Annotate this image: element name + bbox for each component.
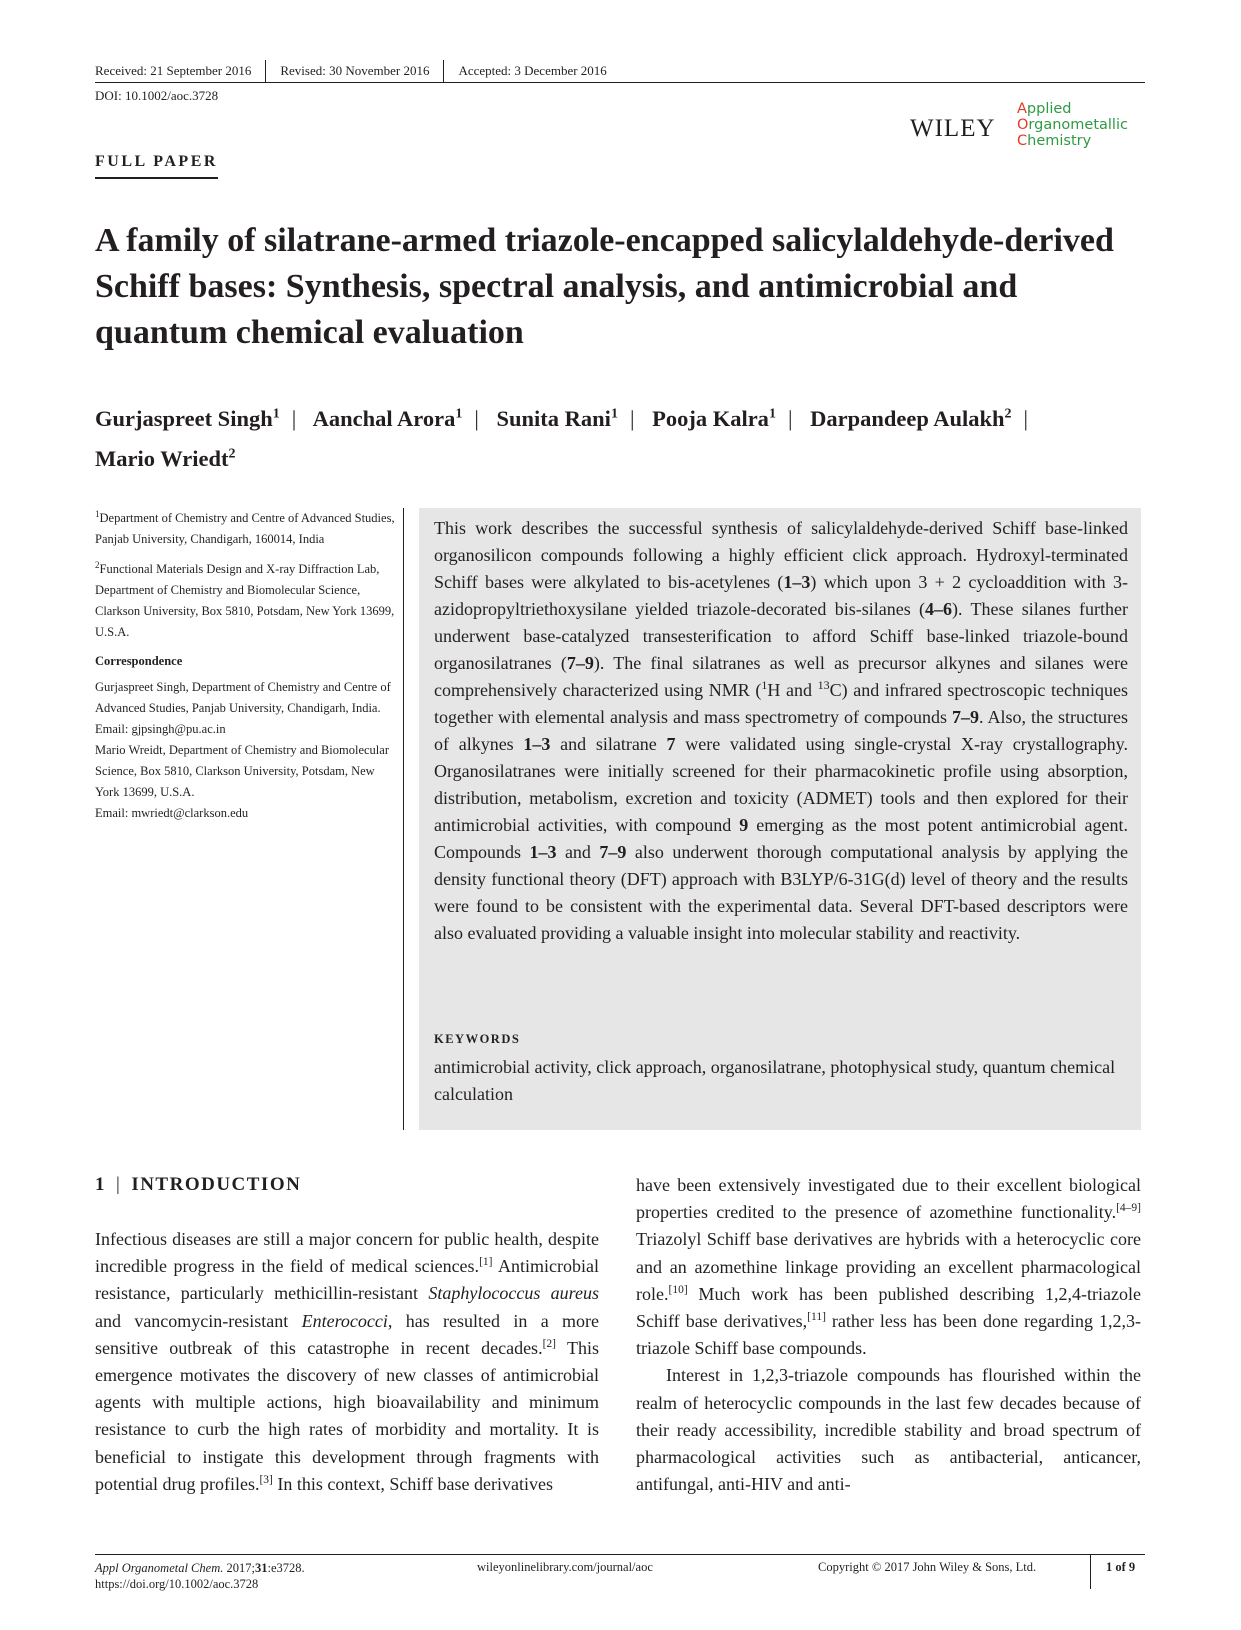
paragraph: have been extensively investigated due to their excellent biological properties credited to the presence of azomethine functionality.[4–9] Triazolyl Schiff base derivatives are hybrids with a heterocyclic core and an azomethine linkage providing an excellent pharmacological role.[10] Much work has been published describing 1,2,4-triazole Schiff base derivatives,[11] rather less has been done regarding 1,2,3-triazole Schiff base compounds. [636,1175,1141,1359]
paragraph: Interest in 1,2,3-triazole compounds has flourished within the realm of heterocyclic compounds in the last few decades because of their ready accessibility, incredible stability and broad spectrum of pharmacological activities such as antibacterial, anticancer, antifungal, anti-HIV and anti- [636,1365,1141,1495]
citation-ref: [11] [807,1311,826,1324]
journal-logo-text: rganometallic [1028,117,1128,133]
author: Mario Wriedt$^2$ [95,446,236,471]
affiliation-2: $^2$Functional Materials Design and X-ray Diffraction Lab, Department of Chemistry and Biomolecular Science, Clarkson University, Box 5810, Potsdam, New York 13699, U.S.A. [95,560,395,640]
citation-ref: [4–9] [1116,1202,1141,1215]
footer-divider [1090,1555,1091,1589]
journal-logo [1017,101,1128,149]
date-divider [443,60,444,82]
correspondence-1-email: Email: gjpsingh@pu.ac.in [95,722,226,737]
doi: DOI: 10.1002/aoc.3728 [95,88,219,103]
footer-copyright: Copyright © 2017 John Wiley & Sons, Ltd. [818,1560,1037,1574]
accepted-date: Accepted: 3 December 2016 [458,63,607,78]
footer-rule [95,1554,1145,1555]
correspondence-heading: Correspondence [95,654,183,669]
keywords-heading: KEYWORDS [434,1032,521,1046]
footer-citation: Appl Organometal Chem. 2017;31:e3728. https://doi.org/10.1002/aoc.3728 [95,1561,305,1591]
journal-logo-text: pplied [1026,101,1072,117]
citation-ref: [1] [479,1256,493,1269]
author-list: Gurjaspreet Singh$^1$ | Aanchal Arora$^1$ | Sunita Rani$^1$ | Pooja Kalra$^1$ | Darpandeep Aulakh$^2$ | Mario Wriedt$^2$ [95,405,1029,471]
abstract: This work describes the successful synthesis of salicylaldehyde-derived Schiff base-linked organosilicon compounds following a highly efficient click approach. Hydroxyl-terminated Schiff bases were alkylated to bis-acetylenes (1–3) which upon 3 + 2 cycloaddition with 3-azidopropyltriethoxysilane yielded triazole-decorated bis-silanes (4–6). These silanes further underwent base-catalyzed transesterification to afford Schiff base-linked triazole-bound organosilatranes (7–9). The final silatranes as well as precursor alkynes and silanes were comprehensively characterized using NMR ($^1$H and $^{13}$C) and infrared spectroscopic techniques together with elemental analysis and mass spectrometry of compounds 7–9. Also, the structures of alkynes 1–3 and silatrane 7 were validated using single-crystal X-ray crystallography. Organosilatranes were initially screened for their pharmacokinetic profile using absorption, distribution, metabolism, excretion and toxicity (ADMET) tools and then explored for their antimicrobial activities, with compound 9 emerging as the most potent antimicrobial agent. Compounds 1–3 and 7–9 also underwent thorough computational analysis by applying the density functional theory (DFT) approach with B3LYP/6-31G(d) level of theory and the results were found to be consistent with the experimental data. Several DFT-based descriptors were also evaluated providing a valuable insight into molecular stability and reactivity. [434,518,1128,943]
footer-doi-link[interactable]: https://doi.org/10.1002/aoc.3728 [95,1577,259,1591]
article-type: FULL PAPER [95,153,218,179]
affiliations [95,504,395,824]
footer-website-link[interactable]: wileyonlinelibrary.com/journal/aoc [477,1560,653,1574]
body-column-right [636,1172,1141,1498]
journal-logo-initial: A [1017,101,1027,117]
header-rule [95,82,1145,83]
correspondence-1: Gurjaspreet Singh, Department of Chemistry and Centre of Advanced Studies, Panjab University, Chandigarh, India. [95,680,391,716]
correspondence-2-email: Email: mwriedt@clarkson.edu [95,806,249,821]
correspondence-2: Mario Wreidt, Department of Chemistry and Biomolecular Science, Box 5810, Clarkson University, Potsdam, New York 13699, U.S.A. [95,743,389,800]
author: Aanchal Arora$^1$ [312,405,463,431]
author: Sunita Rani$^1$ [496,405,618,431]
page-number: 1 of 9 [1106,1560,1136,1574]
keywords-list: antimicrobial activity, click approach, organosilatrane, photophysical study, quantum chemical calculation [434,1057,1116,1104]
journal-logo-initial: O [1017,117,1029,133]
citation-ref: [10] [668,1283,688,1296]
affiliation-1: $^1$Department of Chemistry and Centre of Advanced Studies, Panjab University, Chandigarh, 160014, India [95,509,395,547]
author: Pooja Kalra$^1$ [652,405,776,431]
body-column-left: Infectious diseases are still a major concern for public health, despite incredible progress in the field of medical sciences.[1] Antimicrobial resistance, particularly methicillin-resistant Staphylococcus aureus and vancomycin-resistant Enterococci, has resulted in a more sensitive outbreak of this catastrophe in recent decades.[2] This emergence motivates the discovery of new classes of antimicrobial agents with multiple actions, high bioavailability and minimum resistance to curb the high rates of morbidity and mortality. It is beneficial to instigate this development through fragments with potential drug profiles.[3] In this context, Schiff base derivatives [95,1229,599,1494]
column-divider [403,508,404,1130]
journal-logo-text: hemistry [1027,133,1092,149]
journal-logo-initial: C [1017,133,1028,149]
revised-date: Revised: 30 November 2016 [280,63,430,78]
citation-ref: [2] [542,1337,556,1350]
article-dates [95,60,1145,82]
date-divider [265,60,266,82]
author: Darpandeep Aulakh$^2$ [810,405,1012,431]
received-date: Received: 21 September 2016 [95,63,252,78]
section-heading: 1 | INTRODUCTION [95,1174,302,1195]
author: Gurjaspreet Singh$^1$ [95,405,280,431]
publisher-logo: WILEY [910,115,996,142]
paper-title: A family of silatrane-armed triazole-encapped salicylaldehyde-derived Schiff bases: Synthesis, spectral analysis, and antimicrobial and quantum chemical evaluation [95,222,1114,351]
citation-ref: [3] [259,1473,273,1486]
